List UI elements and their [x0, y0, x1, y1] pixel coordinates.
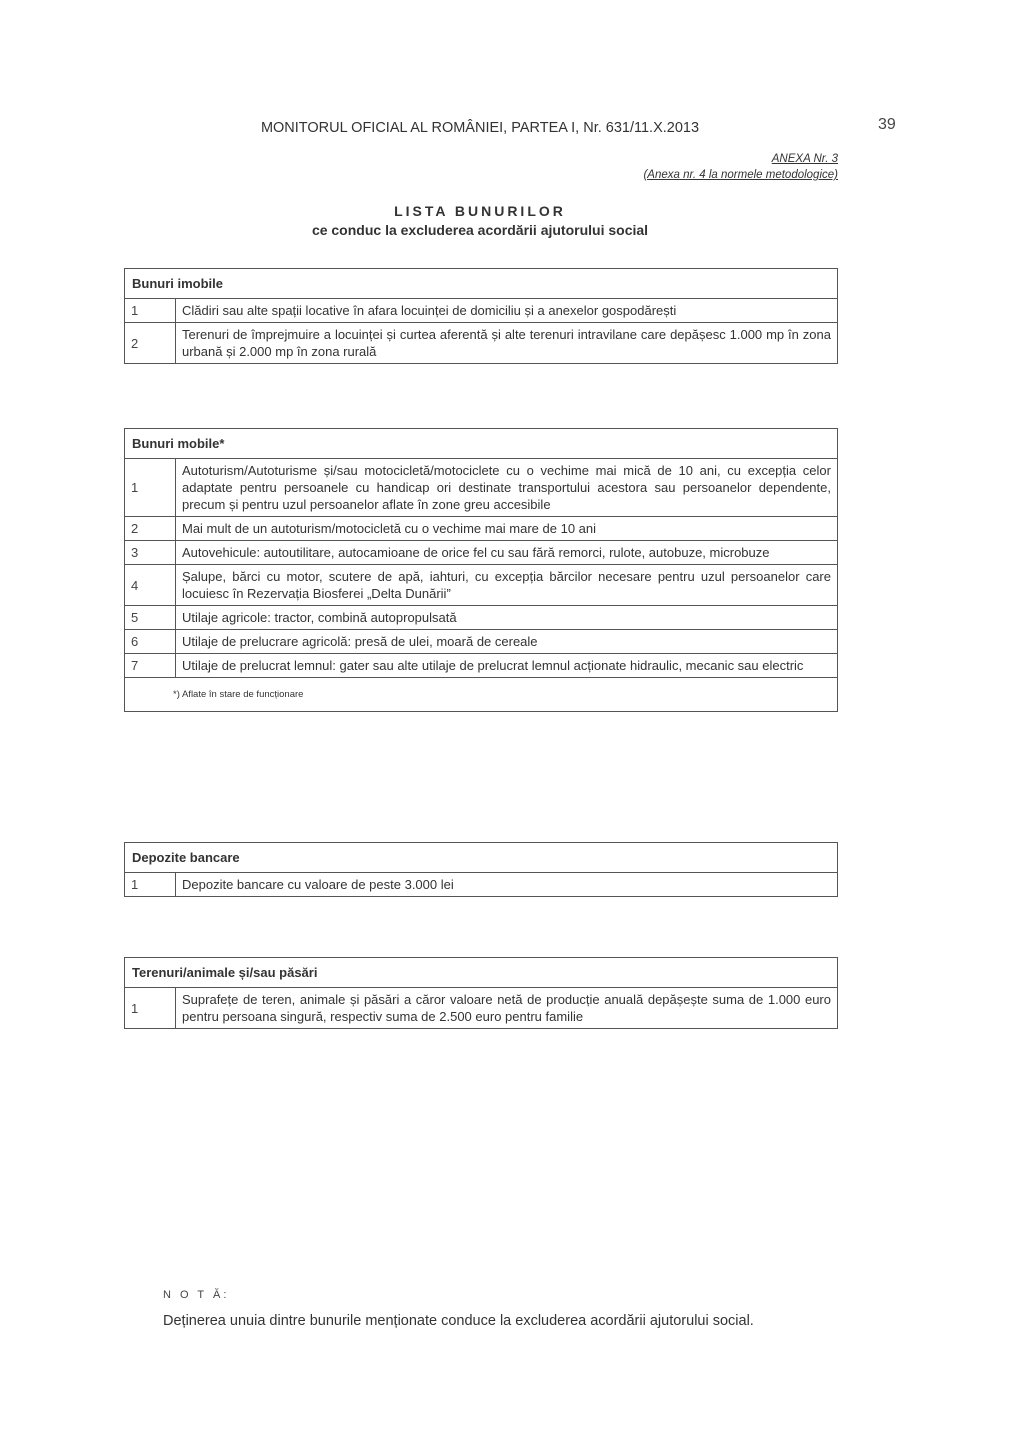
- section-heading: Bunuri mobile*: [125, 429, 838, 459]
- row-number: 1: [125, 873, 176, 897]
- publication-header: MONITORUL OFICIAL AL ROMÂNIEI, PARTEA I, Nr. 631/11.X.2013: [260, 120, 700, 136]
- row-number: 3: [125, 541, 176, 565]
- section-heading: Bunuri imobile: [125, 269, 838, 299]
- row-number: 5: [125, 606, 176, 630]
- row-number: 1: [125, 299, 176, 323]
- section-heading: Terenuri/animale și/sau păsări: [125, 958, 838, 988]
- table-row: [125, 606, 838, 630]
- row-number: 7: [125, 654, 176, 678]
- table-row: [125, 517, 838, 541]
- row-number: 4: [125, 565, 176, 606]
- footnote-row: [125, 678, 838, 712]
- row-number: 1: [125, 988, 176, 1029]
- row-text: Mai mult de un autoturism/motocicletă cu o vechime mai mare de 10 ani: [176, 517, 838, 541]
- table-header-row: [125, 429, 838, 459]
- table-bunuri-mobile: [124, 428, 838, 712]
- row-text: Utilaje agricole: tractor, combină autopropulsată: [176, 606, 838, 630]
- table-header-row: [125, 843, 838, 873]
- row-text: Autovehicule: autoutilitare, autocamioane de orice fel cu sau fără remorci, rulote, autobuze, microbuze: [176, 541, 838, 565]
- footnote: *) Aflate în stare de funcționare: [125, 678, 838, 712]
- table-row: [125, 654, 838, 678]
- nota-label: N O T Ă:: [163, 1289, 230, 1301]
- table-row: [125, 873, 838, 897]
- document-title: LISTA BUNURILOR: [394, 203, 566, 219]
- table-header-row: [125, 269, 838, 299]
- table-terenuri-animale: [124, 957, 838, 1029]
- row-number: 2: [125, 323, 176, 364]
- row-text: Autoturism/Autoturisme și/sau motocicletă/motociclete cu o vechime mai mică de 10 ani, cu excepția celor adaptate pentru persoanele cu handicap ori destinate transportului acestora sau persoanelor dependente, precum și pentru uzul persoanelor aflate în zone greu accesibile: [176, 459, 838, 517]
- row-text: Suprafețe de teren, animale și păsări a căror valoare netă de producție anuală depășește suma de 1.000 euro pentru persoana singură, respectiv suma de 2.500 euro pentru familie: [176, 988, 838, 1029]
- row-text: Depozite bancare cu valoare de peste 3.000 lei: [176, 873, 838, 897]
- table-row: [125, 323, 838, 364]
- row-number: 6: [125, 630, 176, 654]
- table-row: [125, 299, 838, 323]
- document-subtitle: ce conduc la excluderea acordării ajutorului social: [311, 222, 649, 238]
- table-row: [125, 541, 838, 565]
- table-header-row: [125, 958, 838, 988]
- annex-block: [643, 151, 838, 183]
- table-row: [125, 459, 838, 517]
- table-row: [125, 630, 838, 654]
- table-depozite-bancare: [124, 842, 838, 897]
- row-text: Utilaje de prelucrare agricolă: presă de ulei, moară de cereale: [176, 630, 838, 654]
- section-heading: Depozite bancare: [125, 843, 838, 873]
- row-text: Utilaje de prelucrat lemnul: gater sau alte utilaje de prelucrat lemnul acționate hidraulic, mecanic sau electric: [176, 654, 838, 678]
- row-text: Șalupe, bărci cu motor, scutere de apă, iahturi, cu excepția bărcilor necesare pentru uzul persoanelor care locuiesc în Rezervația Biosferei „Delta Dunării”: [176, 565, 838, 606]
- annex-number: ANEXA Nr. 3: [771, 153, 838, 165]
- row-text: Terenuri de împrejmuire a locuinței și curtea aferentă și alte terenuri intravilane care depășesc 1.000 mp în zona urbană și 2.000 mp în zona rurală: [176, 323, 838, 364]
- row-number: 1: [125, 459, 176, 517]
- nota-text: Deținerea unuia dintre bunurile menționate conduce la excluderea acordării ajutorului social.: [163, 1313, 754, 1329]
- row-number: 2: [125, 517, 176, 541]
- row-text: Clădiri sau alte spații locative în afara locuinței de domiciliu și a anexelor gospodărești: [176, 299, 838, 323]
- table-bunuri-imobile: [124, 268, 838, 364]
- table-row: [125, 988, 838, 1029]
- page-number: 39: [878, 116, 896, 133]
- table-row: [125, 565, 838, 606]
- annex-reference: (Anexa nr. 4 la normele metodologice): [643, 169, 838, 181]
